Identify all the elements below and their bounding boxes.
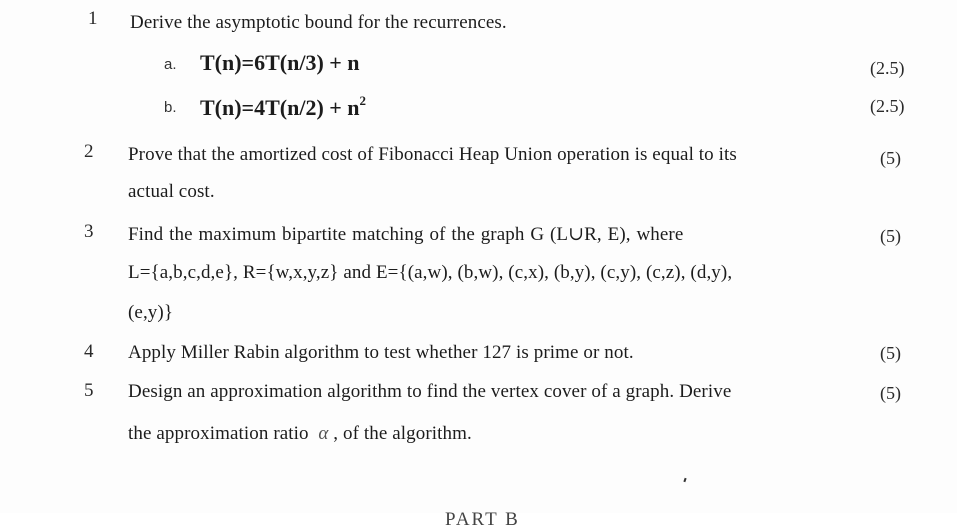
question-5-line-2-text: the approximation ratio: [128, 423, 309, 444]
question-5-line-2: [128, 423, 472, 445]
question-2-marks: (5): [880, 148, 901, 168]
question-4-number: 4: [84, 341, 94, 362]
question-1-text: Derive the asymptotic bound for the recurrences.: [130, 12, 507, 33]
question-2-line-1: Prove that the amortized cost of Fibonacci Heap Union operation is equal to its: [128, 144, 737, 165]
question-2-line-2: actual cost.: [128, 181, 215, 202]
question-1b-equation: [200, 93, 366, 121]
question-1b-exponent: 2: [359, 93, 367, 108]
question-5-number: 5: [84, 380, 94, 401]
question-3-line-3: (e,y)}: [128, 302, 174, 323]
question-3-marks: (5): [880, 226, 901, 246]
question-5-line-2-tail: , of the algorithm.: [333, 423, 472, 444]
question-1a-label: a.: [164, 56, 177, 73]
next-section-heading-cutoff: [445, 503, 525, 530]
question-2-number: 2: [84, 141, 94, 162]
question-1b-equation-main: T(n)=4T(n/2) + n: [200, 95, 360, 120]
question-5-marks: (5): [880, 383, 901, 403]
question-4-text: Apply Miller Rabin algorithm to test whether 127 is prime or not.: [128, 342, 634, 363]
stray-ink-mark: [683, 478, 686, 482]
question-1-number: 1: [88, 8, 98, 29]
question-1b-marks: (2.5): [870, 96, 905, 116]
question-3-line-2: L={a,b,c,d,e}, R={w,x,y,z} and E={(a,w), (b,w), (c,x), (b,y), (c,y), (c,z), (d,y),: [128, 262, 733, 283]
question-5-line-1: Design an approximation algorithm to find the vertex cover of a graph. Derive: [128, 381, 732, 402]
alpha-symbol: α: [318, 423, 329, 444]
question-1b-label: b.: [164, 99, 177, 116]
question-1a-marks: (2.5): [870, 58, 905, 78]
question-3-line-1: Find the maximum bipartite matching of the graph G (L∪R, E), where: [128, 224, 684, 245]
question-4-marks: (5): [880, 343, 901, 363]
question-3-number: 3: [84, 221, 94, 242]
next-section-heading: PART B: [445, 509, 520, 530]
question-1a-equation: T(n)=6T(n/3) + n: [200, 50, 360, 75]
